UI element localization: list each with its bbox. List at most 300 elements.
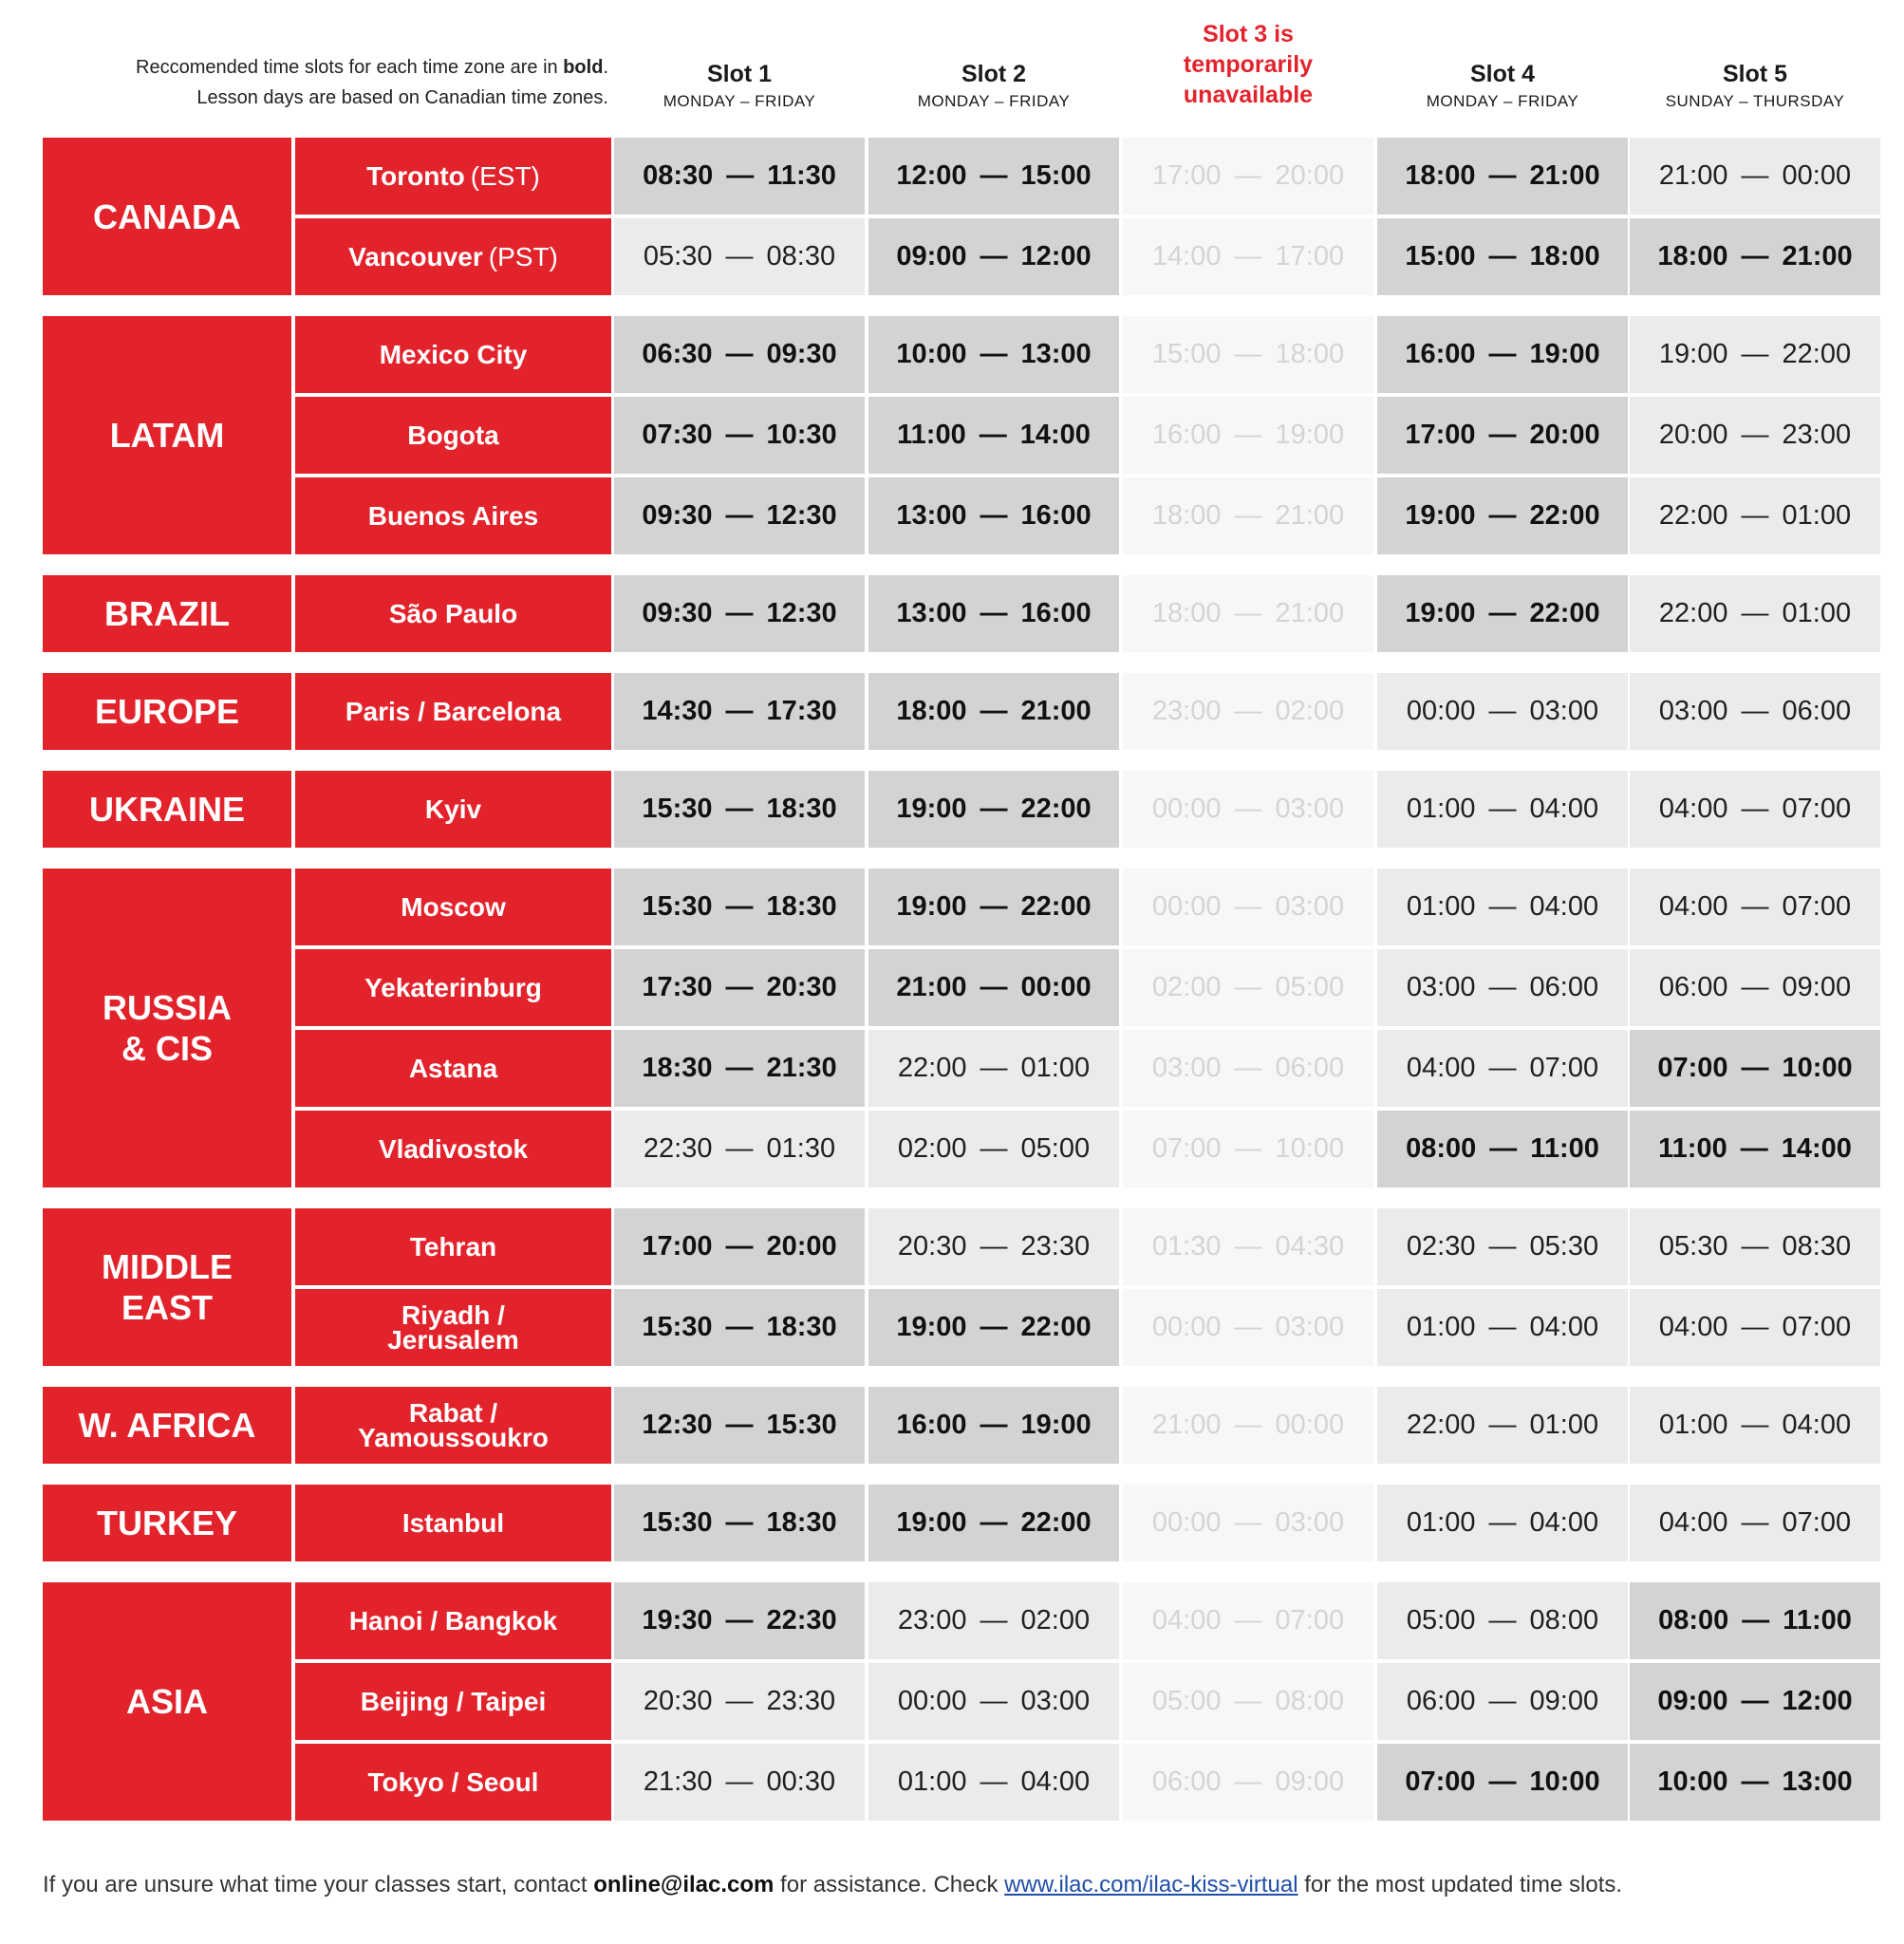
city-bogota [295, 397, 611, 474]
end-time: 15:30 [766, 1410, 837, 1440]
start-time: 19:00 [896, 1507, 967, 1538]
city-name: Paris / Barcelona [345, 696, 562, 726]
start-time: 07:00 [1405, 1766, 1476, 1797]
dash-separator: — [1234, 794, 1262, 824]
region-russia-cis: RUSSIA & CIS [43, 869, 291, 1187]
start-time: 06:00 [1406, 1686, 1476, 1716]
start-time: 23:00 [1151, 696, 1222, 726]
region-latam: LATAM [43, 316, 291, 554]
slot-4-time-cell [1377, 1208, 1628, 1285]
slot-1-time-cell [614, 1030, 865, 1107]
slot-5-time-cell [1630, 218, 1880, 295]
end-time: 00:30 [766, 1766, 836, 1797]
dash-separator: — [1741, 241, 1769, 271]
end-time: 22:00 [1020, 1312, 1092, 1342]
dash-separator: — [980, 500, 1008, 531]
dash-separator: — [1741, 891, 1769, 922]
slot-2-time-cell [868, 1387, 1119, 1464]
slot-1-time-cell [614, 1663, 865, 1740]
end-time: 11:30 [767, 160, 836, 191]
dash-separator: — [1488, 160, 1517, 191]
slot-5-header: Slot 5 SUNDAY – THURSDAY [1665, 61, 1845, 110]
footer-note: If you are unsure what time your classes start, contact online@ilac.com for assistance. Check www.ilac.com/ilac-kiss-virtual for the most updated time slots. [43, 1872, 1623, 1897]
slot-2-time-cell [868, 477, 1119, 554]
start-time: 00:00 [1151, 891, 1222, 922]
slot-5-time-cell [1630, 1387, 1880, 1464]
dash-separator: — [1234, 1686, 1262, 1716]
recommended-note: Reccomended time slots for each time zone are in bold. [136, 57, 608, 78]
slot-1-time-cell [614, 316, 865, 393]
start-time: 00:00 [1406, 696, 1476, 726]
end-time: 16:00 [1020, 500, 1092, 531]
slot-2-time-cell [868, 1582, 1119, 1659]
start-time: 18:00 [1151, 500, 1222, 531]
slot-3-time-cell [1123, 673, 1373, 750]
start-time: 08:30 [643, 160, 714, 191]
end-time: 01:30 [766, 1133, 836, 1164]
slot-2-time-cell [868, 1744, 1119, 1821]
slot-3-time-cell [1123, 1289, 1373, 1366]
end-time: 05:00 [1275, 972, 1345, 1002]
end-time: 22:00 [1020, 891, 1092, 922]
slot-1-time-cell [614, 1289, 865, 1366]
schedule-link[interactable]: www.ilac.com/ilac-kiss-virtual [1004, 1872, 1298, 1897]
slot-5-time-cell [1630, 1289, 1880, 1366]
dash-separator: — [1741, 1231, 1769, 1262]
slot-3-time-cell [1123, 138, 1373, 215]
dash-separator: — [980, 1133, 1008, 1164]
dash-separator: — [725, 1686, 754, 1716]
end-time: 22:00 [1020, 794, 1092, 824]
contact-email: online@ilac.com [593, 1872, 775, 1897]
start-time: 21:00 [1151, 1410, 1222, 1440]
end-time: 14:00 [1781, 1133, 1852, 1164]
slot-3-time-cell [1123, 1744, 1373, 1821]
dash-separator: — [1488, 1766, 1517, 1797]
slot-5-time-cell [1630, 1208, 1880, 1285]
dash-separator: — [1741, 696, 1769, 726]
slot-1-time-cell [614, 397, 865, 474]
end-time: 03:00 [1275, 1507, 1345, 1538]
dash-separator: — [1740, 1133, 1768, 1164]
end-time: 08:30 [1782, 1231, 1852, 1262]
slot-2-time-cell [868, 1030, 1119, 1107]
start-time: 01:00 [1406, 891, 1476, 922]
city-tehran [295, 1208, 611, 1285]
dash-separator: — [979, 420, 1007, 450]
start-time: 18:00 [896, 696, 967, 726]
dash-separator: — [1741, 420, 1769, 450]
slot-2-time-cell [868, 316, 1119, 393]
slot-2-time-cell [868, 138, 1119, 215]
end-time: 04:00 [1529, 1507, 1599, 1538]
end-time: 09:00 [1782, 972, 1852, 1002]
slot-5-time-cell [1630, 575, 1880, 652]
start-time: 11:00 [1658, 1133, 1727, 1164]
end-time: 06:00 [1529, 972, 1599, 1002]
slot-1-time-cell [614, 949, 865, 1026]
dash-separator: — [725, 598, 754, 628]
dash-separator: — [1234, 1605, 1262, 1636]
end-time: 07:00 [1529, 1053, 1599, 1083]
dash-separator: — [1742, 1605, 1770, 1636]
end-time: 22:00 [1020, 1507, 1092, 1538]
slot-2-time-cell [868, 771, 1119, 848]
slot-1-time-cell [614, 1111, 865, 1187]
end-time: 01:00 [1782, 598, 1852, 628]
slot-5-time-cell [1630, 1582, 1880, 1659]
dash-separator: — [980, 160, 1008, 191]
slot-4-time-cell [1377, 575, 1628, 652]
city-name: Hanoi / Bangkok [348, 1605, 558, 1636]
end-time: 07:00 [1782, 794, 1852, 824]
dash-separator: — [980, 1605, 1008, 1636]
slot-2-time-cell [868, 673, 1119, 750]
slot-3-time-cell [1123, 1111, 1373, 1187]
dash-separator: — [1234, 1766, 1262, 1797]
start-time: 00:00 [1151, 794, 1222, 824]
start-time: 09:30 [642, 500, 713, 531]
start-time: 06:00 [1658, 972, 1728, 1002]
end-time: 22:00 [1529, 598, 1600, 628]
dash-separator: — [1488, 500, 1517, 531]
slot-4-time-cell [1377, 477, 1628, 554]
slot-2-header: Slot 2 MONDAY – FRIDAY [917, 61, 1071, 110]
end-time: 05:00 [1020, 1133, 1091, 1164]
start-time: 18:30 [642, 1053, 713, 1083]
start-time: 02:00 [897, 1133, 967, 1164]
end-time: 19:00 [1020, 1410, 1092, 1440]
start-time: 22:30 [643, 1133, 713, 1164]
slot-1-time-cell [614, 477, 865, 554]
slot-1-header: Slot 1 MONDAY – FRIDAY [663, 61, 816, 110]
end-time: 07:00 [1782, 1312, 1852, 1342]
start-time: 16:00 [1151, 420, 1222, 450]
dash-separator: — [980, 241, 1008, 271]
dash-separator: — [1741, 1053, 1769, 1083]
end-time: 23:30 [1020, 1231, 1091, 1262]
dash-separator: — [980, 1053, 1008, 1083]
slot-4-time-cell [1377, 1387, 1628, 1464]
start-time: 22:00 [1406, 1410, 1476, 1440]
dash-separator: — [725, 891, 754, 922]
city-name: Vladivostok [378, 1133, 529, 1164]
region-canada: CANADA [43, 138, 291, 295]
slot-3-time-cell [1123, 869, 1373, 945]
end-time: 21:00 [1782, 241, 1853, 271]
start-time: 17:30 [642, 972, 713, 1002]
slot-4-time-cell [1377, 1030, 1628, 1107]
end-time: 17:00 [1275, 241, 1345, 271]
end-time: 04:00 [1529, 794, 1599, 824]
start-time: 12:30 [642, 1410, 713, 1440]
start-time: 01:00 [897, 1766, 967, 1797]
slot-4-time-cell [1377, 1744, 1628, 1821]
slot-1-time-cell [614, 771, 865, 848]
end-time: 18:00 [1275, 339, 1345, 369]
dash-separator: — [725, 794, 754, 824]
dash-separator: — [725, 1766, 754, 1797]
start-time: 13:00 [896, 500, 967, 531]
slot-1-time-cell [614, 1485, 865, 1561]
end-time: 08:00 [1275, 1686, 1345, 1716]
slot-3-time-cell [1123, 1030, 1373, 1107]
start-time: 04:00 [1658, 794, 1728, 824]
end-time: 23:30 [766, 1686, 836, 1716]
end-time: 01:00 [1529, 1410, 1599, 1440]
start-time: 16:00 [896, 1410, 967, 1440]
end-time: 04:30 [1275, 1231, 1345, 1262]
city-toronto [295, 138, 611, 215]
city-hanoi-bangkok [295, 1582, 611, 1659]
dash-separator: — [725, 1507, 754, 1538]
slot-3-unavailable-notice: Slot 3 is temporarily unavailable [1183, 21, 1314, 108]
dash-separator: — [1234, 339, 1262, 369]
slot-1-time-cell [614, 1744, 865, 1821]
start-time: 02:30 [1406, 1231, 1476, 1262]
start-time: 08:00 [1658, 1605, 1729, 1636]
slot-5-time-cell [1630, 1663, 1880, 1740]
slot-5-time-cell [1630, 316, 1880, 393]
city-vancouver [295, 218, 611, 295]
end-time: 19:00 [1275, 420, 1345, 450]
dash-separator: — [980, 339, 1008, 369]
dash-separator: — [1234, 160, 1262, 191]
slot-2-time-cell [868, 1663, 1119, 1740]
dash-separator: — [1234, 500, 1262, 531]
dash-separator: — [1234, 696, 1262, 726]
city-name: Mexico City [379, 339, 528, 369]
dash-separator: — [725, 1605, 754, 1636]
start-time: 01:00 [1406, 794, 1476, 824]
dash-separator: — [1234, 1312, 1262, 1342]
slot-3-time-cell [1123, 1582, 1373, 1659]
slot-2-time-cell [868, 218, 1119, 295]
start-time: 15:00 [1405, 241, 1476, 271]
end-time: 05:30 [1529, 1231, 1599, 1262]
region-w-africa: W. AFRICA [43, 1387, 291, 1464]
dash-separator: — [1488, 241, 1517, 271]
end-time: 06:00 [1275, 1053, 1345, 1083]
slot-3-time-cell [1123, 316, 1373, 393]
slot-3-time-cell [1123, 575, 1373, 652]
dash-separator: — [1234, 1410, 1262, 1440]
city-name: Beijing / Taipei [360, 1686, 547, 1716]
end-time: 23:00 [1782, 420, 1852, 450]
start-time: 20:30 [897, 1231, 967, 1262]
slot-2-time-cell [868, 1289, 1119, 1366]
end-time: 18:00 [1529, 241, 1600, 271]
end-time: 18:30 [766, 794, 837, 824]
city-rabat-yamoussoukro [295, 1387, 611, 1464]
start-time: 06:30 [642, 339, 713, 369]
region-ukraine: UKRAINE [43, 771, 291, 848]
slot-5-time-cell [1630, 1485, 1880, 1561]
end-time: 18:30 [766, 1507, 837, 1538]
start-time: 01:00 [1658, 1410, 1728, 1440]
end-time: 03:00 [1275, 1312, 1345, 1342]
dash-separator: — [1234, 1053, 1262, 1083]
end-time: 18:30 [766, 891, 837, 922]
end-time: 10:30 [766, 420, 837, 450]
start-time: 12:00 [896, 160, 967, 191]
dash-separator: — [1234, 598, 1262, 628]
start-time: 04:00 [1151, 1605, 1222, 1636]
start-time: 07:00 [1151, 1133, 1222, 1164]
slot-2-time-cell [868, 1111, 1119, 1187]
dash-separator: — [725, 1133, 754, 1164]
slot-3-time-cell [1123, 477, 1373, 554]
end-time: 13:00 [1020, 339, 1092, 369]
dash-separator: — [1234, 1507, 1262, 1538]
end-time: 22:00 [1529, 500, 1600, 531]
start-time: 19:00 [1658, 339, 1728, 369]
slot-5-time-cell [1630, 949, 1880, 1026]
end-time: 20:00 [766, 1231, 837, 1262]
city-name: Kyiv [424, 794, 482, 824]
slot-5-time-cell [1630, 138, 1880, 215]
slot-1-time-cell [614, 138, 865, 215]
end-time: 21:00 [1020, 696, 1092, 726]
city-riyadh-jerusalem [295, 1289, 611, 1366]
dash-separator: — [1741, 500, 1769, 531]
city-name: Yekaterinburg [364, 972, 542, 1002]
start-time: 03:00 [1406, 972, 1476, 1002]
slot-2-time-cell [868, 1485, 1119, 1561]
lesson-days-note: Lesson days are based on Canadian time zones. [196, 87, 608, 108]
city-name: Astana [408, 1053, 498, 1083]
slot-4-time-cell [1377, 1111, 1628, 1187]
slot-4-time-cell [1377, 1289, 1628, 1366]
start-time: 19:00 [896, 891, 967, 922]
slot-1-time-cell [614, 869, 865, 945]
slot-5-time-cell [1630, 477, 1880, 554]
start-time: 04:00 [1658, 891, 1728, 922]
dash-separator: — [726, 160, 755, 191]
dash-separator: — [980, 794, 1008, 824]
end-time: 20:00 [1275, 160, 1345, 191]
dash-separator: — [1234, 891, 1262, 922]
start-time: 00:00 [897, 1686, 967, 1716]
city-name: Bogota [407, 420, 499, 450]
dash-separator: — [1741, 1507, 1769, 1538]
start-time: 05:30 [643, 241, 713, 271]
city-beijing-taipei [295, 1663, 611, 1740]
start-time: 20:30 [643, 1686, 713, 1716]
start-time: 07:30 [642, 420, 713, 450]
slot-1-time-cell [614, 673, 865, 750]
dash-separator: — [725, 339, 754, 369]
slot-5-time-cell [1630, 1030, 1880, 1107]
start-time: 13:00 [896, 598, 967, 628]
end-time: 08:00 [1529, 1605, 1599, 1636]
dash-separator: — [1741, 1410, 1769, 1440]
dash-separator: — [980, 1231, 1008, 1262]
end-time: 12:00 [1782, 1686, 1853, 1716]
city-moscow [295, 869, 611, 945]
dash-separator: — [1741, 972, 1769, 1002]
dash-separator: — [980, 972, 1008, 1002]
start-time: 15:30 [642, 1312, 713, 1342]
end-time: 01:00 [1020, 1053, 1091, 1083]
city-kyiv [295, 771, 611, 848]
slot-2-time-cell [868, 1208, 1119, 1285]
slot-4-time-cell [1377, 1582, 1628, 1659]
dash-separator: — [1489, 1133, 1518, 1164]
slot-4-time-cell [1377, 316, 1628, 393]
dash-separator: — [980, 891, 1008, 922]
dash-separator: — [725, 1053, 754, 1083]
region-brazil: BRAZIL [43, 575, 291, 652]
timezone-label: (EST) [470, 160, 540, 191]
dash-separator: — [1741, 160, 1769, 191]
city-mexico-city [295, 316, 611, 393]
end-time: 11:00 [1783, 1605, 1852, 1636]
dash-separator: — [1488, 794, 1517, 824]
start-time: 03:00 [1658, 696, 1728, 726]
end-time: 20:00 [1529, 420, 1600, 450]
end-time: 04:00 [1529, 891, 1599, 922]
dash-separator: — [1741, 794, 1769, 824]
slot-4-time-cell [1377, 673, 1628, 750]
start-time: 18:00 [1405, 160, 1476, 191]
dash-separator: — [980, 598, 1008, 628]
slot-3-time-cell [1123, 1387, 1373, 1464]
start-time: 20:00 [1658, 420, 1728, 450]
slot-3-time-cell [1123, 1485, 1373, 1561]
start-time: 15:00 [1151, 339, 1222, 369]
city-name: Istanbul [401, 1507, 505, 1538]
dash-separator: — [1488, 696, 1517, 726]
start-time: 11:00 [897, 420, 966, 450]
start-time: 19:00 [896, 794, 967, 824]
end-time: 12:00 [1020, 241, 1092, 271]
dash-separator: — [980, 1507, 1008, 1538]
slot-4-time-cell [1377, 771, 1628, 848]
slot-1-time-cell [614, 1387, 865, 1464]
start-time: 01:00 [1406, 1507, 1476, 1538]
end-time: 12:30 [766, 598, 837, 628]
end-time: 03:00 [1529, 696, 1599, 726]
start-time: 15:30 [642, 891, 713, 922]
region-middle-east: MIDDLE EAST [43, 1208, 291, 1366]
start-time: 19:00 [896, 1312, 967, 1342]
end-time: 06:00 [1782, 696, 1852, 726]
end-time: 07:00 [1782, 1507, 1852, 1538]
end-time: 21:30 [766, 1053, 837, 1083]
start-time: 14:00 [1151, 241, 1222, 271]
start-time: 15:30 [642, 1507, 713, 1538]
city-name: Vancouver [348, 241, 483, 271]
slot-2-time-cell [868, 869, 1119, 945]
dash-separator: — [725, 1410, 754, 1440]
end-time: 14:00 [1019, 420, 1091, 450]
city-buenos-aires [295, 477, 611, 554]
end-time: 00:00 [1020, 972, 1092, 1002]
city-name: Rabat / Yamoussoukro [358, 1397, 549, 1452]
start-time: 17:00 [1405, 420, 1476, 450]
start-time: 00:00 [1151, 1312, 1222, 1342]
dash-separator: — [980, 696, 1008, 726]
slot-4-header: Slot 4 MONDAY – FRIDAY [1426, 61, 1579, 110]
slot-4-time-cell [1377, 218, 1628, 295]
city-name: Moscow [401, 891, 506, 922]
end-time: 21:00 [1275, 500, 1345, 531]
dash-separator: — [1234, 972, 1262, 1002]
city-name: Tehran [409, 1231, 497, 1262]
start-time: 05:30 [1658, 1231, 1728, 1262]
slot-3-time-cell [1123, 1208, 1373, 1285]
